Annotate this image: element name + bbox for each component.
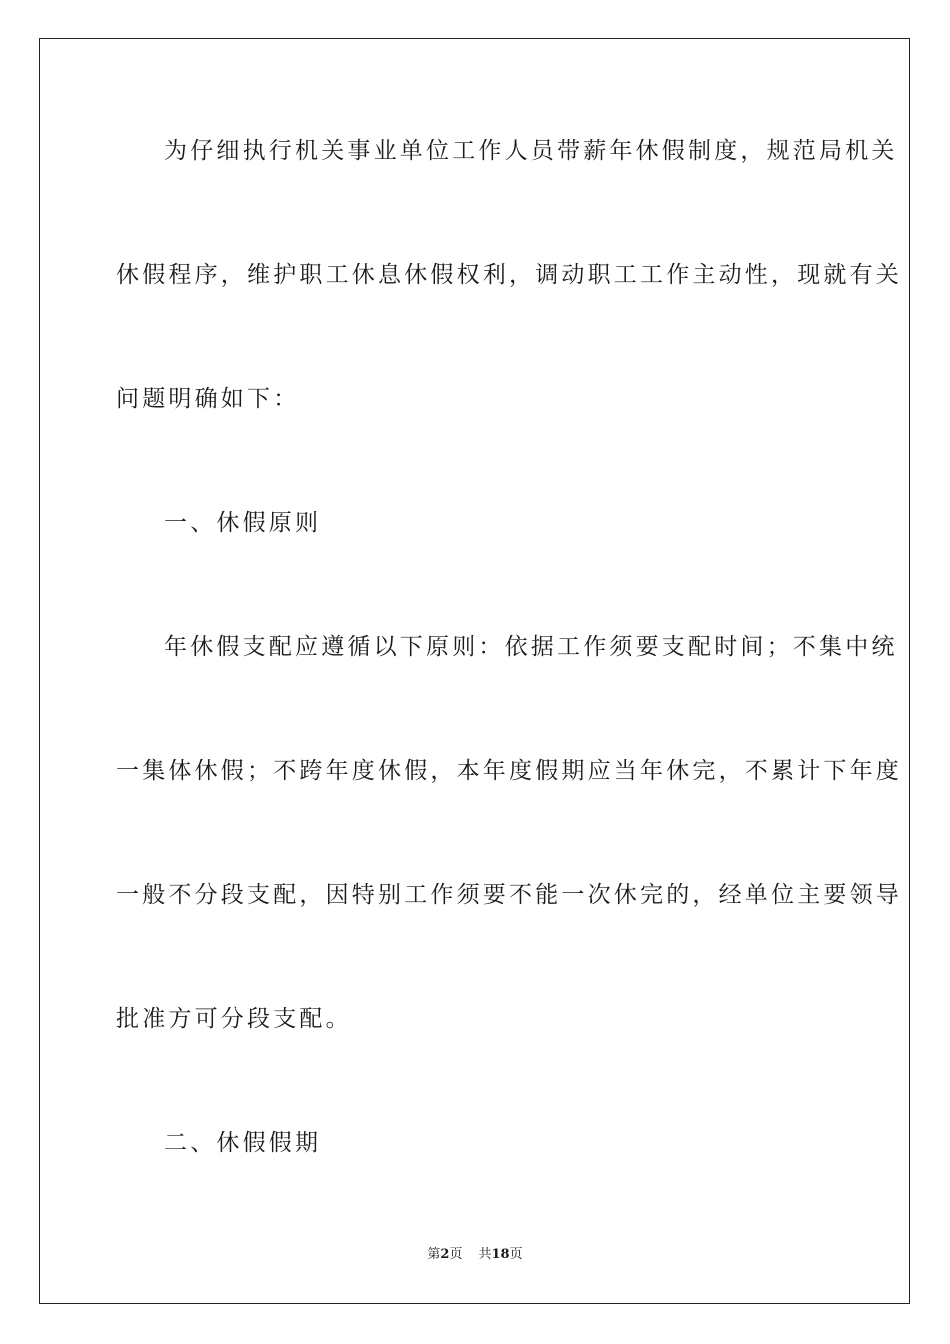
total-prefix: 共 bbox=[478, 1247, 492, 1262]
total-pages: 18 bbox=[491, 1247, 510, 1262]
paragraph-line: 问题明确如下： bbox=[116, 386, 300, 412]
page-suffix: 页 bbox=[449, 1247, 463, 1262]
page-footer bbox=[0, 1246, 950, 1264]
paragraph-line: 休假程序，维护职工休息休假权利，调动职工工作主动性，现就有关 bbox=[116, 262, 902, 288]
paragraph-line: 批准方可分段支配。 bbox=[116, 1006, 352, 1032]
total-suffix: 页 bbox=[509, 1247, 523, 1262]
paragraph-line: 年休假支配应遵循以下原则：依据工作须要支配时间；不集中统 bbox=[164, 634, 898, 660]
section-heading: 一、休假原则 bbox=[164, 510, 322, 536]
page-border bbox=[39, 38, 910, 1304]
paragraph-line: 一集体休假；不跨年度休假，本年度假期应当年休完，不累计下年度 bbox=[116, 758, 902, 784]
section-heading: 二、休假假期 bbox=[164, 1130, 322, 1156]
page-number: 2 bbox=[440, 1247, 450, 1262]
page-prefix: 第 bbox=[427, 1247, 441, 1262]
paragraph-line: 一般不分段支配，因特别工作须要不能一次休完的，经单位主要领导 bbox=[116, 882, 902, 908]
paragraph-line: 为仔细执行机关事业单位工作人员带薪年休假制度，规范局机关 bbox=[164, 138, 898, 164]
